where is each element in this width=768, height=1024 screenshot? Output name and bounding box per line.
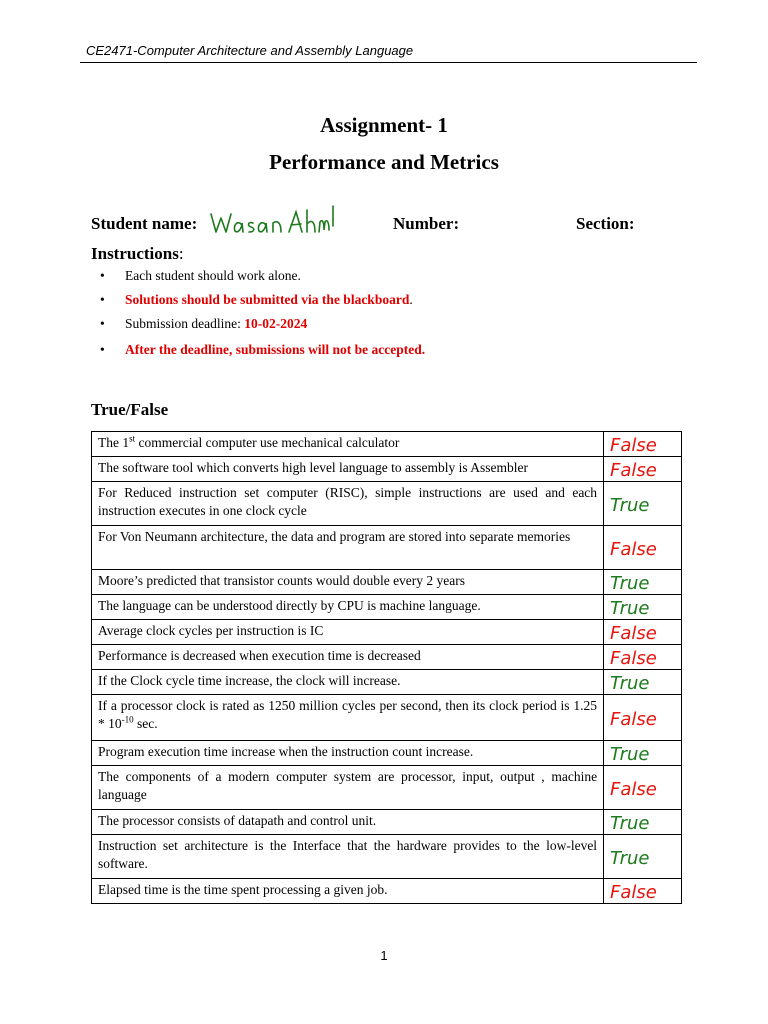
- answer-text: False: [610, 648, 657, 668]
- answer-text: False: [610, 435, 657, 455]
- answer-cell: [604, 595, 682, 620]
- answer-cell: [604, 457, 682, 482]
- table-row: [92, 620, 682, 645]
- table-row: [92, 570, 682, 595]
- table-row: [92, 595, 682, 620]
- answer-text: False: [610, 460, 657, 480]
- handwritten-false-answer: [604, 621, 680, 643]
- instructions-heading: [91, 244, 184, 264]
- question-cell: [92, 879, 604, 904]
- instruction-text: Submission deadline:: [125, 316, 245, 331]
- table-row: [92, 526, 682, 570]
- bullet-icon: •: [100, 342, 105, 357]
- answer-text: False: [610, 778, 657, 799]
- handwritten-false-answer: [604, 458, 680, 480]
- answer-cell: [604, 482, 682, 526]
- question-cell: [92, 620, 604, 645]
- answer-cell: [604, 741, 682, 766]
- instructions-heading-text: Instructions: [91, 244, 179, 263]
- answer-cell: [604, 526, 682, 570]
- answer-text: True: [610, 573, 650, 593]
- question-text: The components of a modern computer system are processor, input, output , machine language: [98, 769, 598, 802]
- answer-text: True: [610, 598, 650, 618]
- question-cell: [92, 766, 604, 810]
- answer-cell: [604, 766, 682, 810]
- table-row: [92, 766, 682, 810]
- handwritten-true-answer: [604, 571, 680, 593]
- question-text: Elapsed time is the time spent processing a given job.: [98, 882, 388, 897]
- assignment-subtitle: Performance and Metrics: [269, 150, 499, 174]
- question-cell: [92, 810, 604, 835]
- handwritten-true-answer: [604, 596, 680, 618]
- instruction-emphasis: Solutions should be submitted via the blackboard: [125, 292, 410, 307]
- deadline-date: 10-02-2024: [244, 316, 308, 331]
- question-text: Instruction set architecture is the Interface that the hardware provides to the low-level software.: [98, 838, 598, 871]
- instruction-item: [100, 266, 425, 290]
- page-number: 1: [380, 948, 388, 963]
- answer-cell: [604, 835, 682, 879]
- handwritten-true-answer: [604, 811, 680, 833]
- student-number-label: Number:: [393, 214, 460, 233]
- answer-text: False: [610, 538, 657, 559]
- course-header: CE2471-Computer Architecture and Assembly Language: [86, 43, 414, 58]
- answer-cell: [604, 645, 682, 670]
- question-text: Program execution time increase when the instruction count increase.: [98, 744, 474, 759]
- answer-text: True: [610, 813, 650, 833]
- true-false-table: [91, 431, 682, 904]
- question-text: For Von Neumann architecture, the data and program are stored into separate memories: [98, 529, 571, 544]
- question-text: For Reduced instruction set computer (RISC), simple instructions are used and each instruction executes in one clock cycle: [98, 485, 598, 518]
- question-cell: [92, 670, 604, 695]
- question-cell: [92, 570, 604, 595]
- answer-cell: [604, 432, 682, 457]
- handwritten-true-answer: [604, 671, 680, 693]
- answer-text: True: [610, 494, 650, 515]
- handwritten-false-answer: [604, 646, 680, 668]
- bullet-icon: •: [100, 292, 105, 307]
- answer-text: True: [610, 673, 650, 693]
- answer-text: True: [610, 744, 650, 764]
- bullet-icon: •: [100, 268, 105, 283]
- header-rule: [80, 62, 697, 63]
- answer-cell: [604, 670, 682, 695]
- instruction-item: [100, 290, 425, 314]
- answer-cell: [604, 620, 682, 645]
- question-text: Moore’s predicted that transistor counts would double every 2 years: [98, 573, 466, 588]
- handwritten-true-answer: [604, 742, 680, 764]
- table-row: [92, 482, 682, 526]
- table-row: [92, 741, 682, 766]
- instruction-text: .: [409, 292, 413, 307]
- answer-cell: [604, 695, 682, 741]
- table-row: [92, 645, 682, 670]
- question-text: Performance is decreased when execution time is decreased: [98, 648, 421, 663]
- table-row: [92, 835, 682, 879]
- question-cell: [92, 645, 604, 670]
- handwritten-false-answer: [604, 707, 680, 729]
- answer-cell: [604, 879, 682, 904]
- handwritten-false-answer: [604, 433, 680, 455]
- true-false-heading: True/False: [91, 400, 169, 419]
- handwritten-false-answer: [604, 777, 680, 799]
- question-text: Average clock cycles per instruction is IC: [98, 623, 324, 638]
- table-row: [92, 695, 682, 741]
- question-text: If the Clock cycle time increase, the clock will increase.: [98, 673, 401, 688]
- handwritten-true-answer: [604, 493, 680, 515]
- question-superscript: st: [129, 433, 136, 444]
- question-cell: [92, 835, 604, 879]
- question-superscript: -10: [121, 714, 134, 725]
- table-row: [92, 457, 682, 482]
- assignment-title: Assignment- 1: [320, 113, 448, 137]
- question-cell: [92, 432, 604, 457]
- answer-cell: [604, 570, 682, 595]
- student-name-label: Student name:: [91, 214, 198, 233]
- question-cell: [92, 457, 604, 482]
- table-row: [92, 670, 682, 695]
- handwritten-false-answer: [604, 537, 680, 559]
- handwritten-true-answer: [604, 846, 680, 868]
- question-text: The processor consists of datapath and control unit.: [98, 813, 377, 828]
- answer-text: False: [610, 882, 657, 902]
- question-cell: [92, 482, 604, 526]
- answer-cell: [604, 810, 682, 835]
- instructions-colon: :: [178, 244, 184, 263]
- bullet-icon: •: [100, 316, 105, 331]
- question-text: If a processor clock is rated as 1250 million cycles per second, then its clock period is 1.25 * 10: [98, 698, 598, 731]
- answer-text: False: [610, 708, 657, 729]
- student-section-label: Section:: [576, 214, 635, 233]
- instruction-item: [100, 340, 425, 364]
- table-row: [92, 432, 682, 457]
- instructions-list: [100, 266, 425, 364]
- instruction-item: [100, 314, 425, 338]
- answer-text: False: [610, 623, 657, 643]
- instruction-text: Each student should work alone.: [125, 268, 301, 283]
- question-cell: [92, 695, 604, 741]
- question-cell: [92, 595, 604, 620]
- question-text: The language can be understood directly by CPU is machine language.: [98, 598, 481, 613]
- table-row: [92, 879, 682, 904]
- handwritten-false-answer: [604, 880, 680, 902]
- question-cell: [92, 741, 604, 766]
- handwritten-student-name: [207, 202, 337, 238]
- question-text: commercial computer use mechanical calculator: [135, 435, 400, 450]
- student-info-row: [91, 214, 651, 238]
- question-cell: [92, 526, 604, 570]
- question-text: sec.: [133, 716, 158, 731]
- table-row: [92, 810, 682, 835]
- question-text: The software tool which converts high level language to assembly is Assembler: [98, 460, 529, 475]
- question-text: The 1: [98, 435, 130, 450]
- instruction-emphasis: After the deadline, submissions will not be accepted.: [125, 342, 426, 357]
- answer-text: True: [610, 847, 650, 868]
